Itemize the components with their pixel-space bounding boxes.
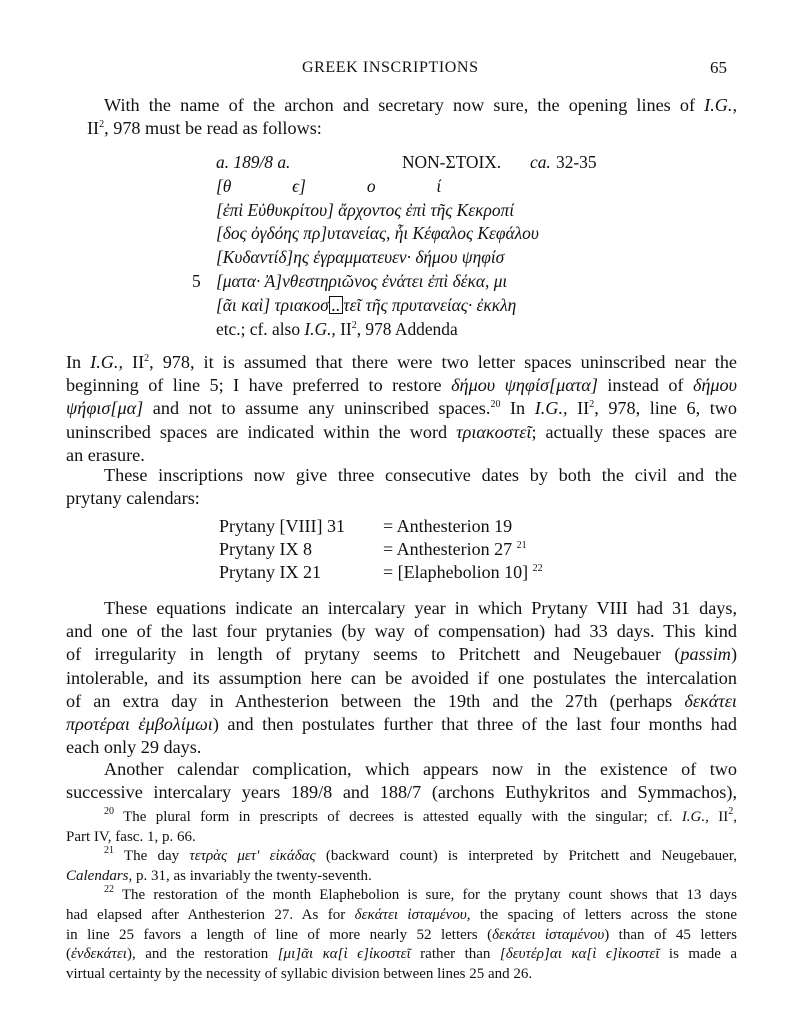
text-run: 20: [490, 399, 501, 411]
line-number: 5: [192, 270, 201, 291]
text-run: of an extra day in Anthesterion between the 19th and the 27th (perhaps: [66, 690, 685, 711]
text-run: (backward count) is interpreted by Pritchett and Neugebauer,: [315, 848, 737, 865]
text-run: had elapsed after Anthesterion 27. As for: [66, 906, 355, 923]
text-run: = Anthesterion 19: [383, 516, 513, 536]
text-run: II: [567, 398, 590, 419]
inscription-line-4: [192, 270, 539, 294]
text-run: and not to assume any uninscribed spaces.: [143, 398, 491, 419]
erasure-box: ..: [329, 296, 344, 314]
text-run: ): [730, 644, 737, 665]
text-run: δεκάτει: [684, 690, 737, 711]
text-run: is made a: [659, 946, 737, 963]
footnote-22: [66, 886, 737, 906]
text-run: I.G.,: [534, 398, 568, 419]
paragraph-intro: [87, 94, 737, 140]
text-run: II: [87, 118, 100, 139]
inscription-line-1: [ἐπὶ Εὐθυκρίτου] ἄρχοντος ἐπὶ τῆς Κεκροπί: [216, 199, 515, 220]
text-run: 2: [99, 119, 105, 131]
inscription-etc: [216, 318, 539, 342]
header-title: GREEK INSCRIPTIONS: [302, 59, 479, 76]
text-run: ), and the restoration: [126, 946, 278, 963]
text-run: passim: [680, 644, 731, 665]
text-run: ,: [733, 809, 737, 825]
text-run: τεῖ τῆς πρυτανείας· ἐκκλη: [343, 294, 517, 315]
text-run: and one of the last four prytanies (by way of compensation) had 33 days. This kind: [66, 621, 737, 642]
inscription-block: [192, 151, 597, 341]
text-run: rather than: [410, 946, 500, 963]
text-run: NON-ΣΤΟΙΧ.: [402, 152, 502, 172]
text-run: The plural form in prescripts of decrees is attested equally with the singular; cf.: [114, 809, 682, 825]
text-run: [δευτέρ]αι κα[ὶ ϵ]ἰκοστεῖ: [499, 946, 660, 963]
text-run: ca.: [530, 152, 551, 172]
text-run: of irregularity in length of prytany seems to Pritchett and Neugebauer (: [66, 644, 681, 665]
text-run: the spacing of letters across the stone: [470, 906, 737, 923]
text-run: Calendars,: [66, 867, 133, 884]
text-run: each only 29 days.: [66, 737, 202, 758]
text-run: , 978 Addenda: [356, 318, 458, 339]
text-run: II: [335, 318, 352, 339]
inscription-line-3: [Κυδαντίδ]ης ἐγραμματευεν· δήμου ψηφίσ: [216, 247, 505, 268]
text-run: προτέραι ἐμβολίμωι: [66, 714, 213, 735]
text-run: virtual certainty by the necessity of syllabic division between lines 25 and 26.: [66, 965, 533, 982]
text-run: (: [66, 946, 71, 963]
text-run: ) and then postulates further that three of the last four months had: [212, 714, 737, 735]
text-run: τριακοστεῖ: [456, 421, 532, 442]
text-run: Prytany IX 21: [219, 562, 321, 582]
text-run: I.G.,: [90, 352, 124, 372]
text-run: ἐνδεκάτει: [71, 946, 127, 963]
text-run: I.G.,: [304, 318, 336, 339]
text-run: 2: [728, 806, 734, 817]
text-run: I.G.,: [681, 809, 709, 825]
paragraph-equations: [66, 597, 737, 759]
paragraph-restoration: [66, 351, 737, 467]
text-run: 21: [516, 540, 527, 551]
page-number: 65: [710, 58, 727, 77]
text-run: The restoration of the month Elaphebolion is sure, for the prytany count shows that 13 days: [114, 887, 737, 904]
inscription-heading: [216, 151, 597, 175]
text-run: II: [708, 809, 729, 825]
text-run: a. 189/8 a.: [216, 152, 291, 172]
text-run: [ᾶι καὶ] τριακοσ: [216, 294, 329, 315]
text-run: etc.; cf. also: [216, 318, 305, 339]
text-run: successive intercalary years 189/8 and 188/7 (archons Euthykritos and Symmachos),: [66, 782, 737, 803]
text-run: δεκάτει ἱσταμένου,: [354, 906, 471, 923]
text-run: Prytany [VIII] 31: [219, 516, 345, 536]
inscription-line-2: [δος ὀγδόης πρ]υτανείας, ἧι Κέφαλος Κεφάλου: [216, 223, 539, 244]
text-run: beginning of line 5; I have preferred to restore: [66, 375, 452, 396]
inscription-line-0: [θ ϵ] ο ί: [216, 175, 442, 196]
footnote-20: [66, 808, 737, 828]
text-run: an erasure.: [66, 444, 145, 465]
text-run: [ματα· Ἀ]νθεστηριῶνος ἐνάτει ἐπὶ δέκα, μι: [216, 270, 508, 291]
text-run: 2: [144, 353, 150, 364]
text-run: ) than of 45 letters: [604, 926, 737, 943]
text-run: These equations indicate an intercalary year in which Prytany VIII had 31 days,: [104, 598, 737, 618]
text-run: In: [66, 352, 91, 372]
paragraph-dates: [66, 464, 737, 510]
text-run: [μι]ᾶι κα[ὶ ϵ]ἰκοστεῖ: [277, 946, 411, 963]
footnotes: [66, 808, 737, 984]
paragraph-complication: [66, 758, 737, 804]
text-run: With the name of the archon and secretary now sure, the opening lines of: [104, 95, 705, 115]
text-run: , 978 must be read as follows:: [104, 118, 322, 139]
text-run: 22: [532, 563, 543, 574]
text-run: τετρὰς μετ' εἰκάδας: [189, 848, 316, 865]
text-run: prytany calendars:: [66, 488, 200, 509]
text-run: = Anthesterion 27: [383, 539, 513, 559]
footnote-21: [66, 847, 737, 867]
text-run: 2: [351, 319, 357, 331]
text-run: The day: [114, 848, 190, 865]
inscription-line-5: [216, 294, 539, 318]
text-run: 20: [104, 806, 114, 817]
text-run: Another calendar complication, which appears now in the existence of two: [104, 759, 737, 779]
text-run: Prytany IX 8: [219, 539, 312, 559]
text-run: I.G.,: [704, 95, 737, 115]
text-run: p. 31, as invariably the twenty-seventh.: [132, 867, 372, 884]
text-run: δήμου ψηφίσ[ματα]: [451, 375, 598, 396]
text-run: 22: [104, 884, 114, 896]
text-run: II: [123, 352, 145, 372]
text-run: 32-35: [556, 152, 597, 172]
text-run: 2: [589, 399, 595, 411]
text-run: , 978, line 6, two: [594, 398, 737, 419]
text-run: In: [500, 398, 535, 419]
text-run: intolerable, and its assumption here can be avoided if one postulates the intercalation: [66, 667, 737, 688]
text-run: instead of: [597, 375, 693, 396]
text-run: ; actually these spaces are: [531, 421, 738, 442]
text-run: 21: [104, 845, 114, 857]
text-run: δεκάτει ἱσταμένου: [492, 926, 605, 943]
text-run: , 978, it is assumed that there were two letter spaces uninscribed near the: [149, 352, 738, 372]
text-run: = [Elaphebolion 10]: [383, 562, 529, 582]
text-run: ψήφισ[μα]: [66, 398, 144, 419]
text-run: δήμου: [692, 375, 737, 396]
text-run: Part IV, fasc. 1, p. 66.: [66, 828, 196, 845]
text-run: These inscriptions now give three consecutive dates by both the civil and the: [104, 465, 737, 485]
text-run: uninscribed spaces are indicated within the word: [66, 421, 457, 442]
text-run: in line 25 favors a length of line of more nearly 52 letters (: [66, 926, 493, 943]
